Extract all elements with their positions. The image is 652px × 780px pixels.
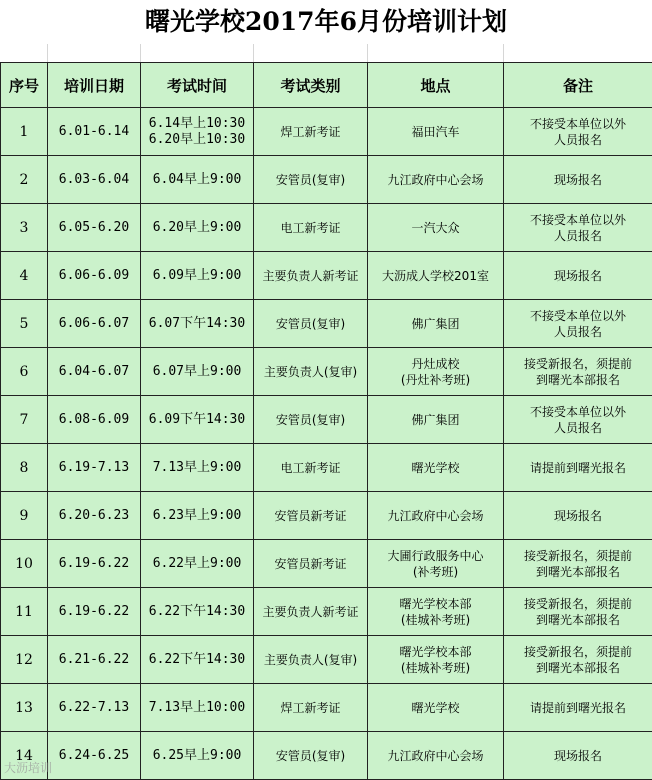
- cell-exam-time: [141, 492, 254, 540]
- cell-date: 6.24-6.25: [48, 732, 141, 780]
- training-schedule-table: [0, 62, 652, 780]
- cell-remarks: [504, 252, 652, 300]
- table-row: [1, 396, 652, 444]
- cell-location-line: 曙光学校: [411, 460, 460, 475]
- cell-remarks-line: 到曙光本部报名: [535, 564, 620, 579]
- cell-category: 焊工新考证: [254, 108, 368, 156]
- cell-exam-time-line: 6.23早上9:00: [152, 507, 242, 523]
- cell-location-line: (桂城补考班): [400, 660, 471, 675]
- cell-category: 安管员新考证: [254, 492, 368, 540]
- cell-date: 6.06-6.09: [48, 252, 141, 300]
- cell-location-line: (桂城补考班): [400, 612, 471, 627]
- cell-remarks: [504, 588, 652, 636]
- cell-remarks: [504, 156, 652, 204]
- cell-location-line: 曙光学校: [411, 700, 460, 715]
- header-date: 培训日期: [48, 63, 141, 108]
- cell-exam-time-line: 6.22早上9:00: [152, 555, 242, 571]
- table-row: [1, 732, 652, 780]
- cell-location-line: (丹灶补考班): [400, 372, 471, 387]
- cell-remarks-line: 接受新报名，须提前: [523, 548, 632, 563]
- cell-location: [368, 204, 504, 252]
- table-row: [1, 156, 652, 204]
- table-header-row: [1, 63, 652, 108]
- cell-exam-time-line: 7.13早上10:00: [148, 699, 246, 715]
- cell-category: 主要负责人新考证: [254, 588, 368, 636]
- cell-remarks: [504, 732, 652, 780]
- cell-location-line: 九江政府中心会场: [387, 172, 484, 187]
- cell-date: 6.08-6.09: [48, 396, 141, 444]
- cell-date: 6.21-6.22: [48, 636, 141, 684]
- cell-location: [368, 156, 504, 204]
- cell-remarks-line: 人员报名: [553, 420, 602, 435]
- cell-no: 10: [1, 540, 48, 588]
- cell-exam-time-line: 6.22下午14:30: [148, 651, 246, 667]
- cell-exam-time: [141, 156, 254, 204]
- cell-location-line: 曙光学校本部: [399, 644, 472, 659]
- table-row: [1, 636, 652, 684]
- cell-remarks-line: 人员报名: [553, 132, 602, 147]
- cell-remarks-line: 人员报名: [553, 324, 602, 339]
- cell-exam-time-line: 6.07下午14:30: [148, 315, 246, 331]
- cell-remarks: [504, 540, 652, 588]
- cell-remarks: [504, 396, 652, 444]
- cell-category: 安管员(复审): [254, 732, 368, 780]
- cell-remarks-line: 到曙光本部报名: [535, 612, 620, 627]
- cell-no: 5: [1, 300, 48, 348]
- cell-date: 6.03-6.04: [48, 156, 141, 204]
- cell-remarks-line: 不接受本单位以外: [529, 404, 626, 419]
- cell-location: [368, 348, 504, 396]
- cell-remarks: [504, 108, 652, 156]
- table-row: [1, 540, 652, 588]
- cell-location-line: 大沥成人学校201室: [382, 268, 489, 283]
- cell-category: 焊工新考证: [254, 684, 368, 732]
- cell-remarks-line: 接受新报名，须提前: [523, 644, 632, 659]
- cell-remarks-line: 现场报名: [553, 268, 602, 283]
- cell-exam-time: [141, 396, 254, 444]
- cell-category: 主要负责人(复审): [254, 636, 368, 684]
- cell-exam-time-line: 6.04早上9:00: [152, 171, 242, 187]
- cell-remarks-line: 到曙光本部报名: [535, 372, 620, 387]
- cell-no: 12: [1, 636, 48, 684]
- cell-no: 9: [1, 492, 48, 540]
- cell-no: 6: [1, 348, 48, 396]
- cell-exam-time: [141, 684, 254, 732]
- cell-location-line: 九江政府中心会场: [387, 508, 484, 523]
- cell-remarks: [504, 636, 652, 684]
- cell-exam-time-line: 6.09下午14:30: [148, 411, 246, 427]
- cell-category: 安管员(复审): [254, 156, 368, 204]
- cell-exam-time-line: 6.09早上9:00: [152, 267, 242, 283]
- header-location: 地点: [368, 63, 504, 108]
- cell-no: 3: [1, 204, 48, 252]
- cell-remarks: [504, 444, 652, 492]
- cell-remarks-line: 不接受本单位以外: [529, 212, 626, 227]
- cell-remarks: [504, 492, 652, 540]
- cell-exam-time: [141, 444, 254, 492]
- cell-no: 4: [1, 252, 48, 300]
- cell-no: 14: [1, 732, 48, 780]
- cell-category: 电工新考证: [254, 204, 368, 252]
- cell-exam-time-line: 6.20早上10:30: [148, 131, 246, 147]
- header-remarks: 备注: [504, 63, 652, 108]
- cell-exam-time: [141, 300, 254, 348]
- cell-location-line: (补考班): [412, 564, 459, 579]
- cell-remarks: [504, 204, 652, 252]
- cell-category: 安管员(复审): [254, 396, 368, 444]
- watermark-text: 大沥培训: [4, 761, 53, 775]
- cell-date: 6.04-6.07: [48, 348, 141, 396]
- cell-exam-time: [141, 348, 254, 396]
- cell-date: 6.22-7.13: [48, 684, 141, 732]
- cell-no: 8: [1, 444, 48, 492]
- cell-location: [368, 540, 504, 588]
- cell-exam-time: [141, 636, 254, 684]
- table-row: [1, 492, 652, 540]
- table-row: [1, 444, 652, 492]
- cell-remarks-line: 人员报名: [553, 228, 602, 243]
- cell-category: 安管员新考证: [254, 540, 368, 588]
- cell-remarks: [504, 684, 652, 732]
- cell-location-line: 大圃行政服务中心: [387, 548, 484, 563]
- cell-remarks-line: 到曙光本部报名: [535, 660, 620, 675]
- table-row: [1, 204, 652, 252]
- cell-exam-time-line: 6.25早上9:00: [152, 747, 242, 763]
- header-gap: [0, 44, 652, 62]
- cell-no: 1: [1, 108, 48, 156]
- cell-exam-time: [141, 204, 254, 252]
- cell-location-line: 福田汽车: [411, 124, 460, 139]
- cell-category: 安管员(复审): [254, 300, 368, 348]
- cell-date: 6.19-7.13: [48, 444, 141, 492]
- cell-location: [368, 444, 504, 492]
- cell-location-line: 佛广集团: [411, 412, 460, 427]
- cell-category: 主要负责人新考证: [254, 252, 368, 300]
- cell-location: [368, 684, 504, 732]
- cell-location: [368, 108, 504, 156]
- cell-remarks-line: 接受新报名，须提前: [523, 596, 632, 611]
- cell-exam-time: [141, 108, 254, 156]
- cell-location-line: 曙光学校本部: [399, 596, 472, 611]
- cell-location-line: 九江政府中心会场: [387, 748, 484, 763]
- cell-no: 7: [1, 396, 48, 444]
- table-row: [1, 252, 652, 300]
- cell-remarks-line: 现场报名: [553, 748, 602, 763]
- cell-category: 主要负责人(复审): [254, 348, 368, 396]
- cell-remarks-line: 不接受本单位以外: [529, 116, 626, 131]
- cell-exam-time-line: 6.14早上10:30: [148, 115, 246, 131]
- cell-exam-time: [141, 732, 254, 780]
- header-exam-time: 考试时间: [141, 63, 254, 108]
- cell-remarks: [504, 348, 652, 396]
- cell-date: 6.19-6.22: [48, 540, 141, 588]
- cell-location-line: 佛广集团: [411, 316, 460, 331]
- cell-date: 6.01-6.14: [48, 108, 141, 156]
- cell-location: [368, 300, 504, 348]
- cell-location-line: 丹灶成校: [411, 356, 460, 371]
- cell-date: 6.05-6.20: [48, 204, 141, 252]
- cell-exam-time-line: 6.20早上9:00: [152, 219, 242, 235]
- table-row: [1, 108, 652, 156]
- cell-date: 6.20-6.23: [48, 492, 141, 540]
- cell-location: [368, 252, 504, 300]
- cell-remarks: [504, 300, 652, 348]
- cell-location: [368, 396, 504, 444]
- cell-location: [368, 588, 504, 636]
- table-row: [1, 348, 652, 396]
- cell-no: 13: [1, 684, 48, 732]
- table-row: [1, 684, 652, 732]
- cell-exam-time-line: 6.07早上9:00: [152, 363, 242, 379]
- table-body: [1, 108, 652, 780]
- cell-category: 电工新考证: [254, 444, 368, 492]
- cell-no: 2: [1, 156, 48, 204]
- cell-location: [368, 492, 504, 540]
- cell-remarks-line: 现场报名: [553, 508, 602, 523]
- cell-date: 6.19-6.22: [48, 588, 141, 636]
- table-row: [1, 300, 652, 348]
- cell-exam-time-line: 6.22下午14:30: [148, 603, 246, 619]
- table-row: [1, 588, 652, 636]
- cell-remarks-line: 不接受本单位以外: [529, 308, 626, 323]
- cell-remarks-line: 接受新报名，须提前: [523, 356, 632, 371]
- cell-location-line: 一汽大众: [411, 220, 460, 235]
- cell-remarks-line: 请提前到曙光报名: [529, 700, 626, 715]
- cell-exam-time-line: 7.13早上9:00: [152, 459, 242, 475]
- cell-exam-time: [141, 252, 254, 300]
- cell-no: 11: [1, 588, 48, 636]
- cell-date: 6.06-6.07: [48, 300, 141, 348]
- cell-exam-time: [141, 588, 254, 636]
- cell-exam-time: [141, 540, 254, 588]
- cell-location: [368, 732, 504, 780]
- header-category: 考试类别: [254, 63, 368, 108]
- page-title: 曙光学校2017年6月份培训计划: [0, 0, 652, 44]
- header-no: 序号: [1, 63, 48, 108]
- cell-remarks-line: 请提前到曙光报名: [529, 460, 626, 475]
- cell-remarks-line: 现场报名: [553, 172, 602, 187]
- cell-location: [368, 636, 504, 684]
